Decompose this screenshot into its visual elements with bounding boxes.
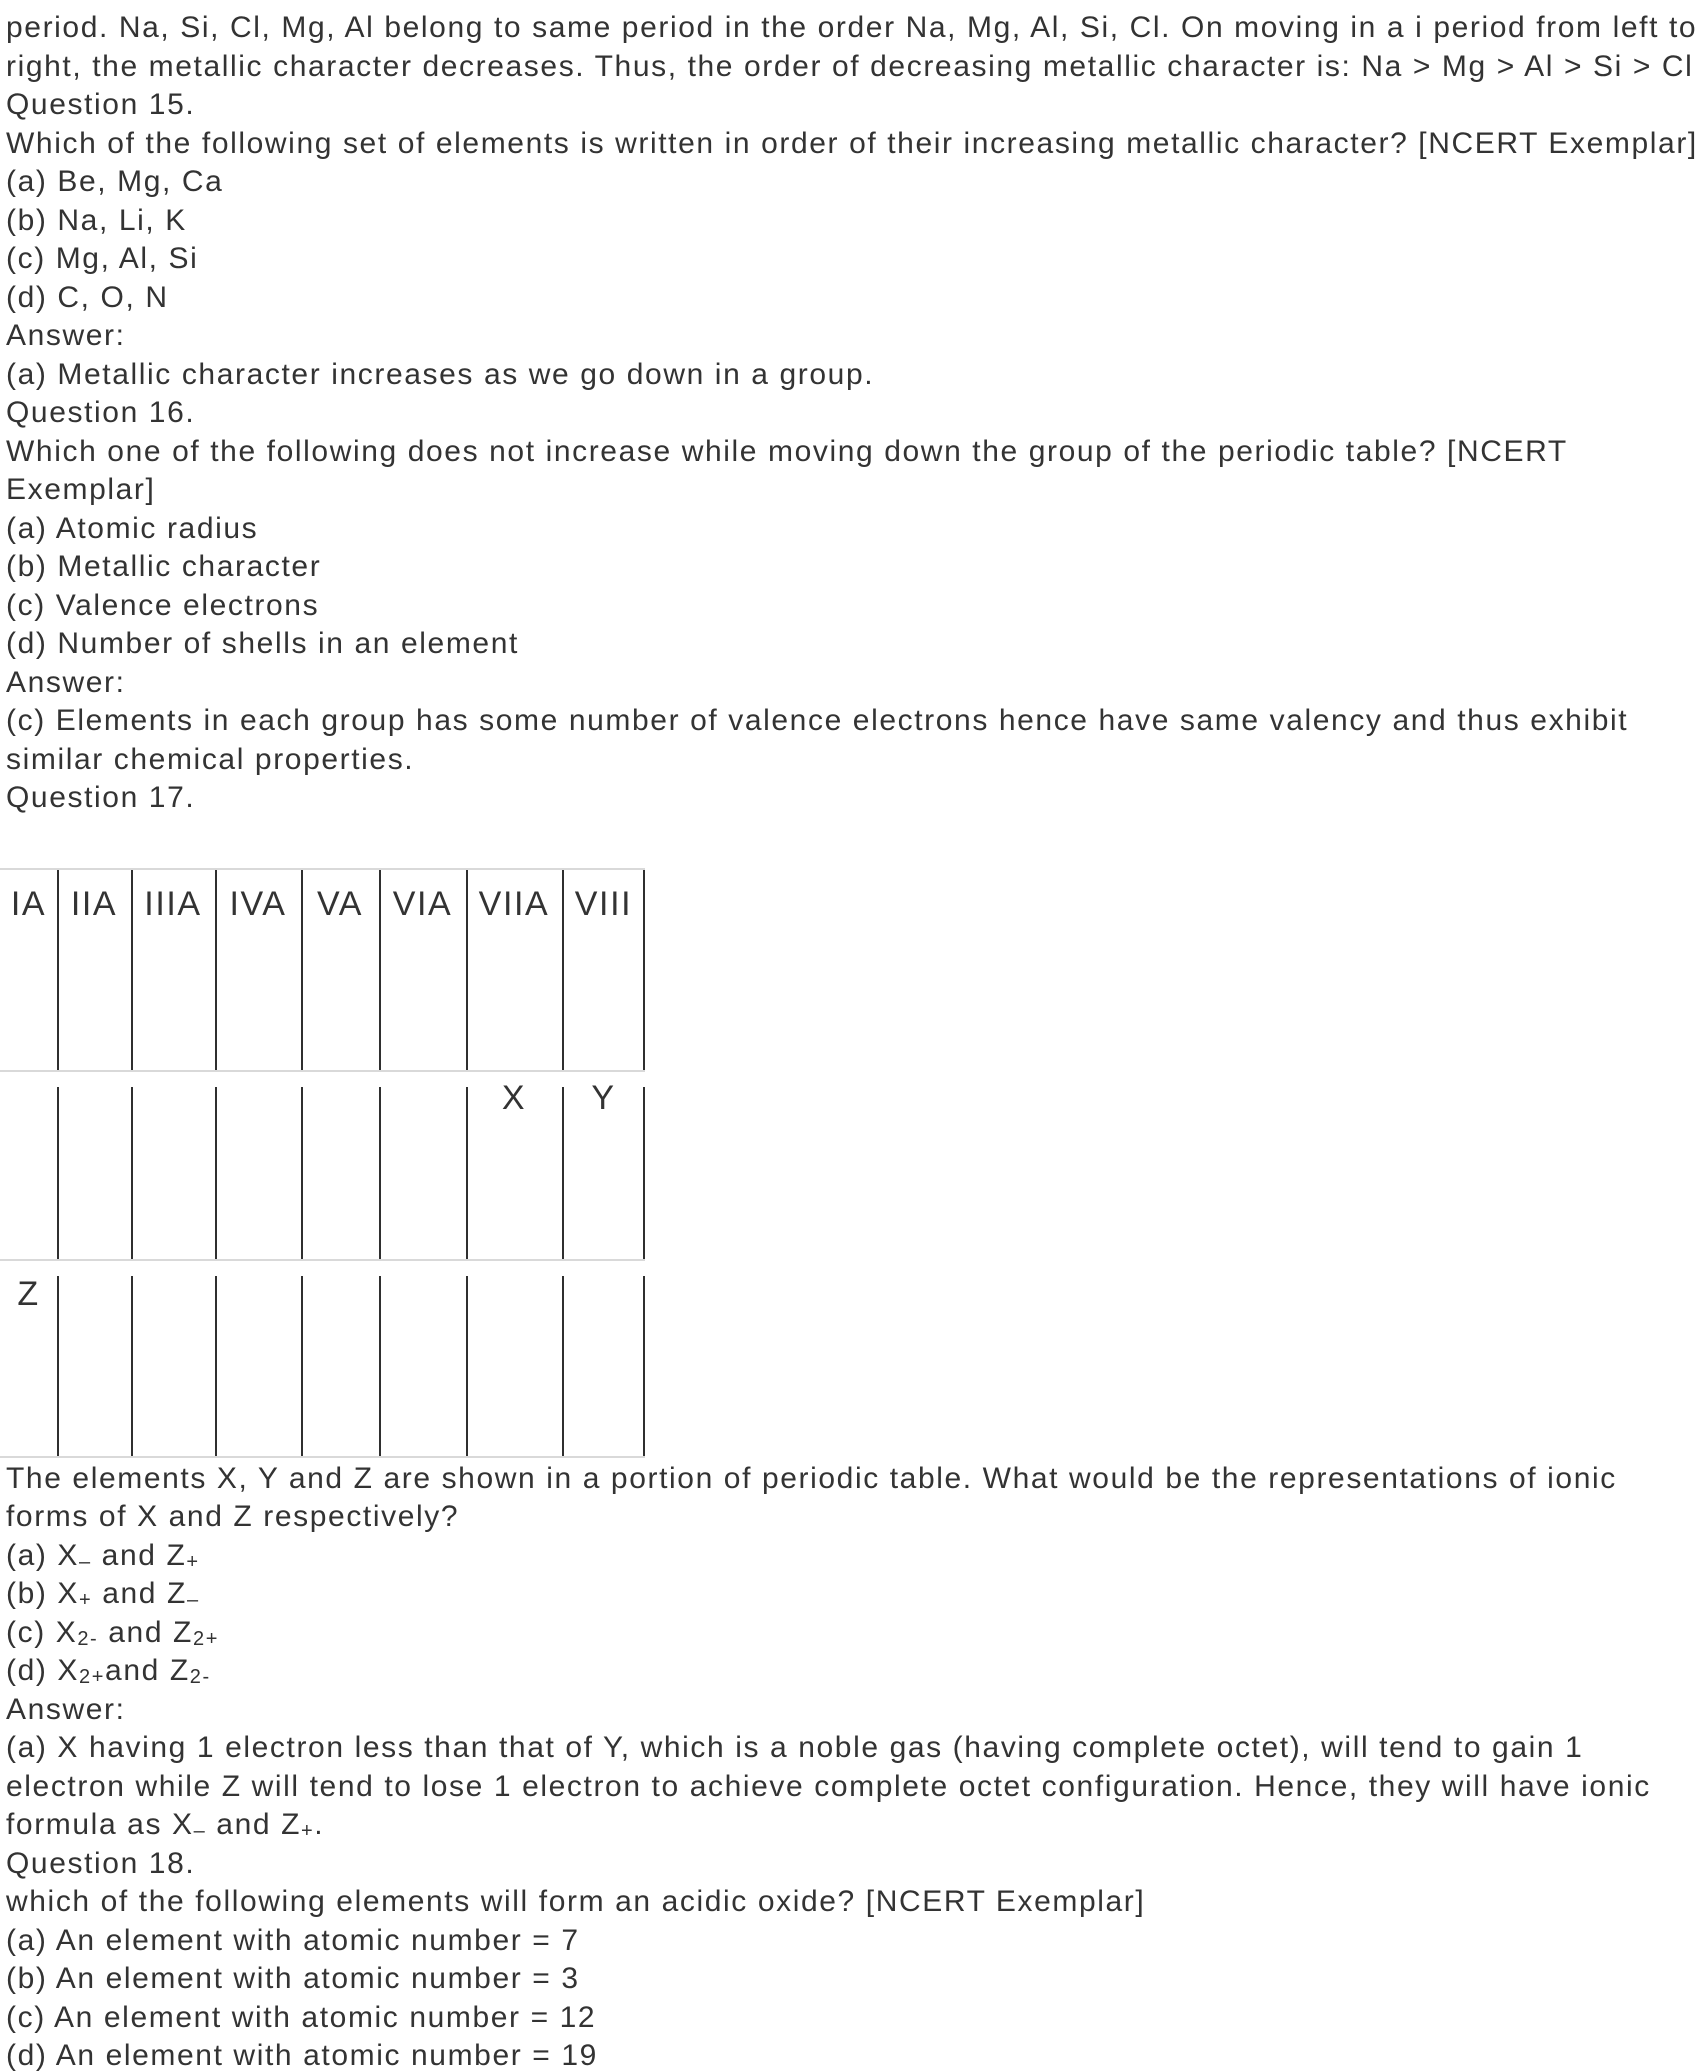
q18-option-d: (d) An element with atomic number = 19 [6,2039,598,2071]
ion-subscript: + [79,1589,93,1611]
table-cell [131,1072,215,1259]
table-cell [57,1261,131,1456]
q17-answer-label: Answer: [6,1692,126,1726]
table-cell [215,1261,301,1456]
table-header-cell: IIA [57,870,131,1070]
table-cell [0,1072,57,1259]
q16-option-c: (c) Valence electrons [6,588,320,622]
option-text: (c) X [6,1615,78,1649]
table-header-cell: VIIA [466,870,562,1070]
periodic-table [0,868,645,1458]
table-cell [215,1072,301,1259]
table-cell [466,1261,562,1456]
question-18-section [0,1845,1700,2071]
periodic-table-row-2 [0,1072,645,1261]
table-cell-element-x: X [466,1072,562,1259]
table-cell [131,1261,215,1456]
q15-option-b: (b) Na, Li, K [6,203,187,237]
table-cell [301,1072,379,1259]
q15-title: Question 15. [6,88,196,121]
q18-option-b: (b) An element with atomic number = 3 [6,1962,580,1995]
table-header-cell: IIIA [131,870,215,1070]
q15-option-c: (c) Mg, Al, Si [6,242,199,275]
table-cell [562,1261,645,1456]
q17-option-b [0,1575,1700,1614]
q17-question-line: The elements X, Y and Z are shown in a portion of periodic table. What would be the representations of ionic [6,1461,1617,1495]
q16-answer-line: (c) Elements in each group has some number of valence electrons hence have same valency and thus exhibit [6,704,1629,737]
periodic-table-row-3 [0,1261,645,1456]
table-header-cell: IVA [215,870,301,1070]
table-header-cell: IA [10,884,47,923]
table-cell [57,1072,131,1259]
option-text: and Z [98,1615,193,1649]
intro-line: period. Na, Si, Cl, Mg, Al belong to same period in the order Na, Mg, Al, Si, Cl. On moving in a i period from left to [6,11,1698,44]
q17-answer-formula [0,1806,1700,1845]
option-text: and Z [92,1577,187,1610]
q15-option-d: (d) C, O, N [6,280,169,314]
q17-title: Question 17. [6,781,196,814]
q17-answer-line: (a) X having 1 electron less than that of Y, which is a noble gas (having complete octet), will tend to gain 1 [6,1731,1584,1764]
ion-subscript: – [79,1550,92,1573]
option-text: (a) X [6,1538,80,1572]
ion-subscript: 2+ [192,1627,219,1650]
ion-subscript: – [186,1589,200,1611]
q18-option-a: (a) An element with atomic number = 7 [6,1923,580,1957]
q15-answer: (a) Metallic character increases as we go down in a group. [6,357,875,391]
periodic-table-header-row [0,870,645,1072]
table-cell-element-y: Y [562,1072,645,1259]
table-header-cell: VIII [562,870,645,1070]
option-text: (b) X [6,1577,80,1610]
q18-question: which of the following elements will form an acidic oxide? [NCERT Exemplar] [6,1885,1146,1918]
q15-option-a: (a) Be, Mg, Ca [6,165,224,198]
q16-option-d: (d) Number of shells in an element [6,627,519,660]
q17-answer-line: electron while Z will tend to lose 1 electron to achieve complete octet configuration. Hence, they will have ionic [6,1769,1651,1803]
q18-title: Question 18. [6,1846,196,1880]
q18-option-c: (c) An element with atomic number = 12 [6,2000,597,2034]
q17-option-d [0,1652,1700,1691]
table-cell [379,1072,466,1259]
question-15-section [0,86,1700,394]
q17-option-c [0,1614,1700,1653]
q17-option-a [0,1537,1700,1576]
q16-option-b: (b) Metallic character [6,550,322,583]
table-cell [301,1261,379,1456]
answer-text: and Z [206,1808,301,1841]
q16-answer-line: similar chemical properties. [6,742,415,776]
q16-answer-label: Answer: [6,665,126,699]
ion-subscript: – [193,1820,207,1842]
answer-text: formula as X [6,1808,194,1841]
option-text: and Z [105,1654,190,1687]
q16-question-line: Exemplar] [6,473,156,506]
ion-subscript: + [186,1550,200,1573]
ion-subscript: 2+ [79,1666,106,1688]
q15-answer-label: Answer: [6,319,126,352]
table-cell [379,1261,466,1456]
q15-question: Which of the following set of elements is written in order of their increasing metallic character? [NCERT Exemplar] [6,126,1698,160]
answer-text: . [314,1808,325,1841]
q16-question-line: Which one of the following does not increase while moving down the group of the periodic table? [NCERT [6,434,1568,468]
table-header-cell: VIA [379,870,466,1070]
intro-paragraph [0,9,1700,86]
option-text: (d) X [6,1654,80,1687]
q17-question-line: forms of X and Z respectively? [6,1500,460,1533]
table-header-cell: VA [301,870,379,1070]
ion-subscript: 2- [77,1627,99,1650]
question-16-section [0,394,1700,779]
q16-option-a: (a) Atomic radius [6,511,259,545]
ion-subscript: + [301,1820,315,1842]
option-text: and Z [91,1538,187,1572]
q16-title: Question 16. [6,396,196,429]
ion-subscript: 2- [189,1666,211,1688]
intro-line: right, the metallic character decreases. Thus, the order of decreasing metallic character is: Na > Mg > Al > Si > Cl [6,49,1694,83]
question-17-section [0,779,1700,1845]
table-cell-element-z: Z [17,1274,40,1313]
